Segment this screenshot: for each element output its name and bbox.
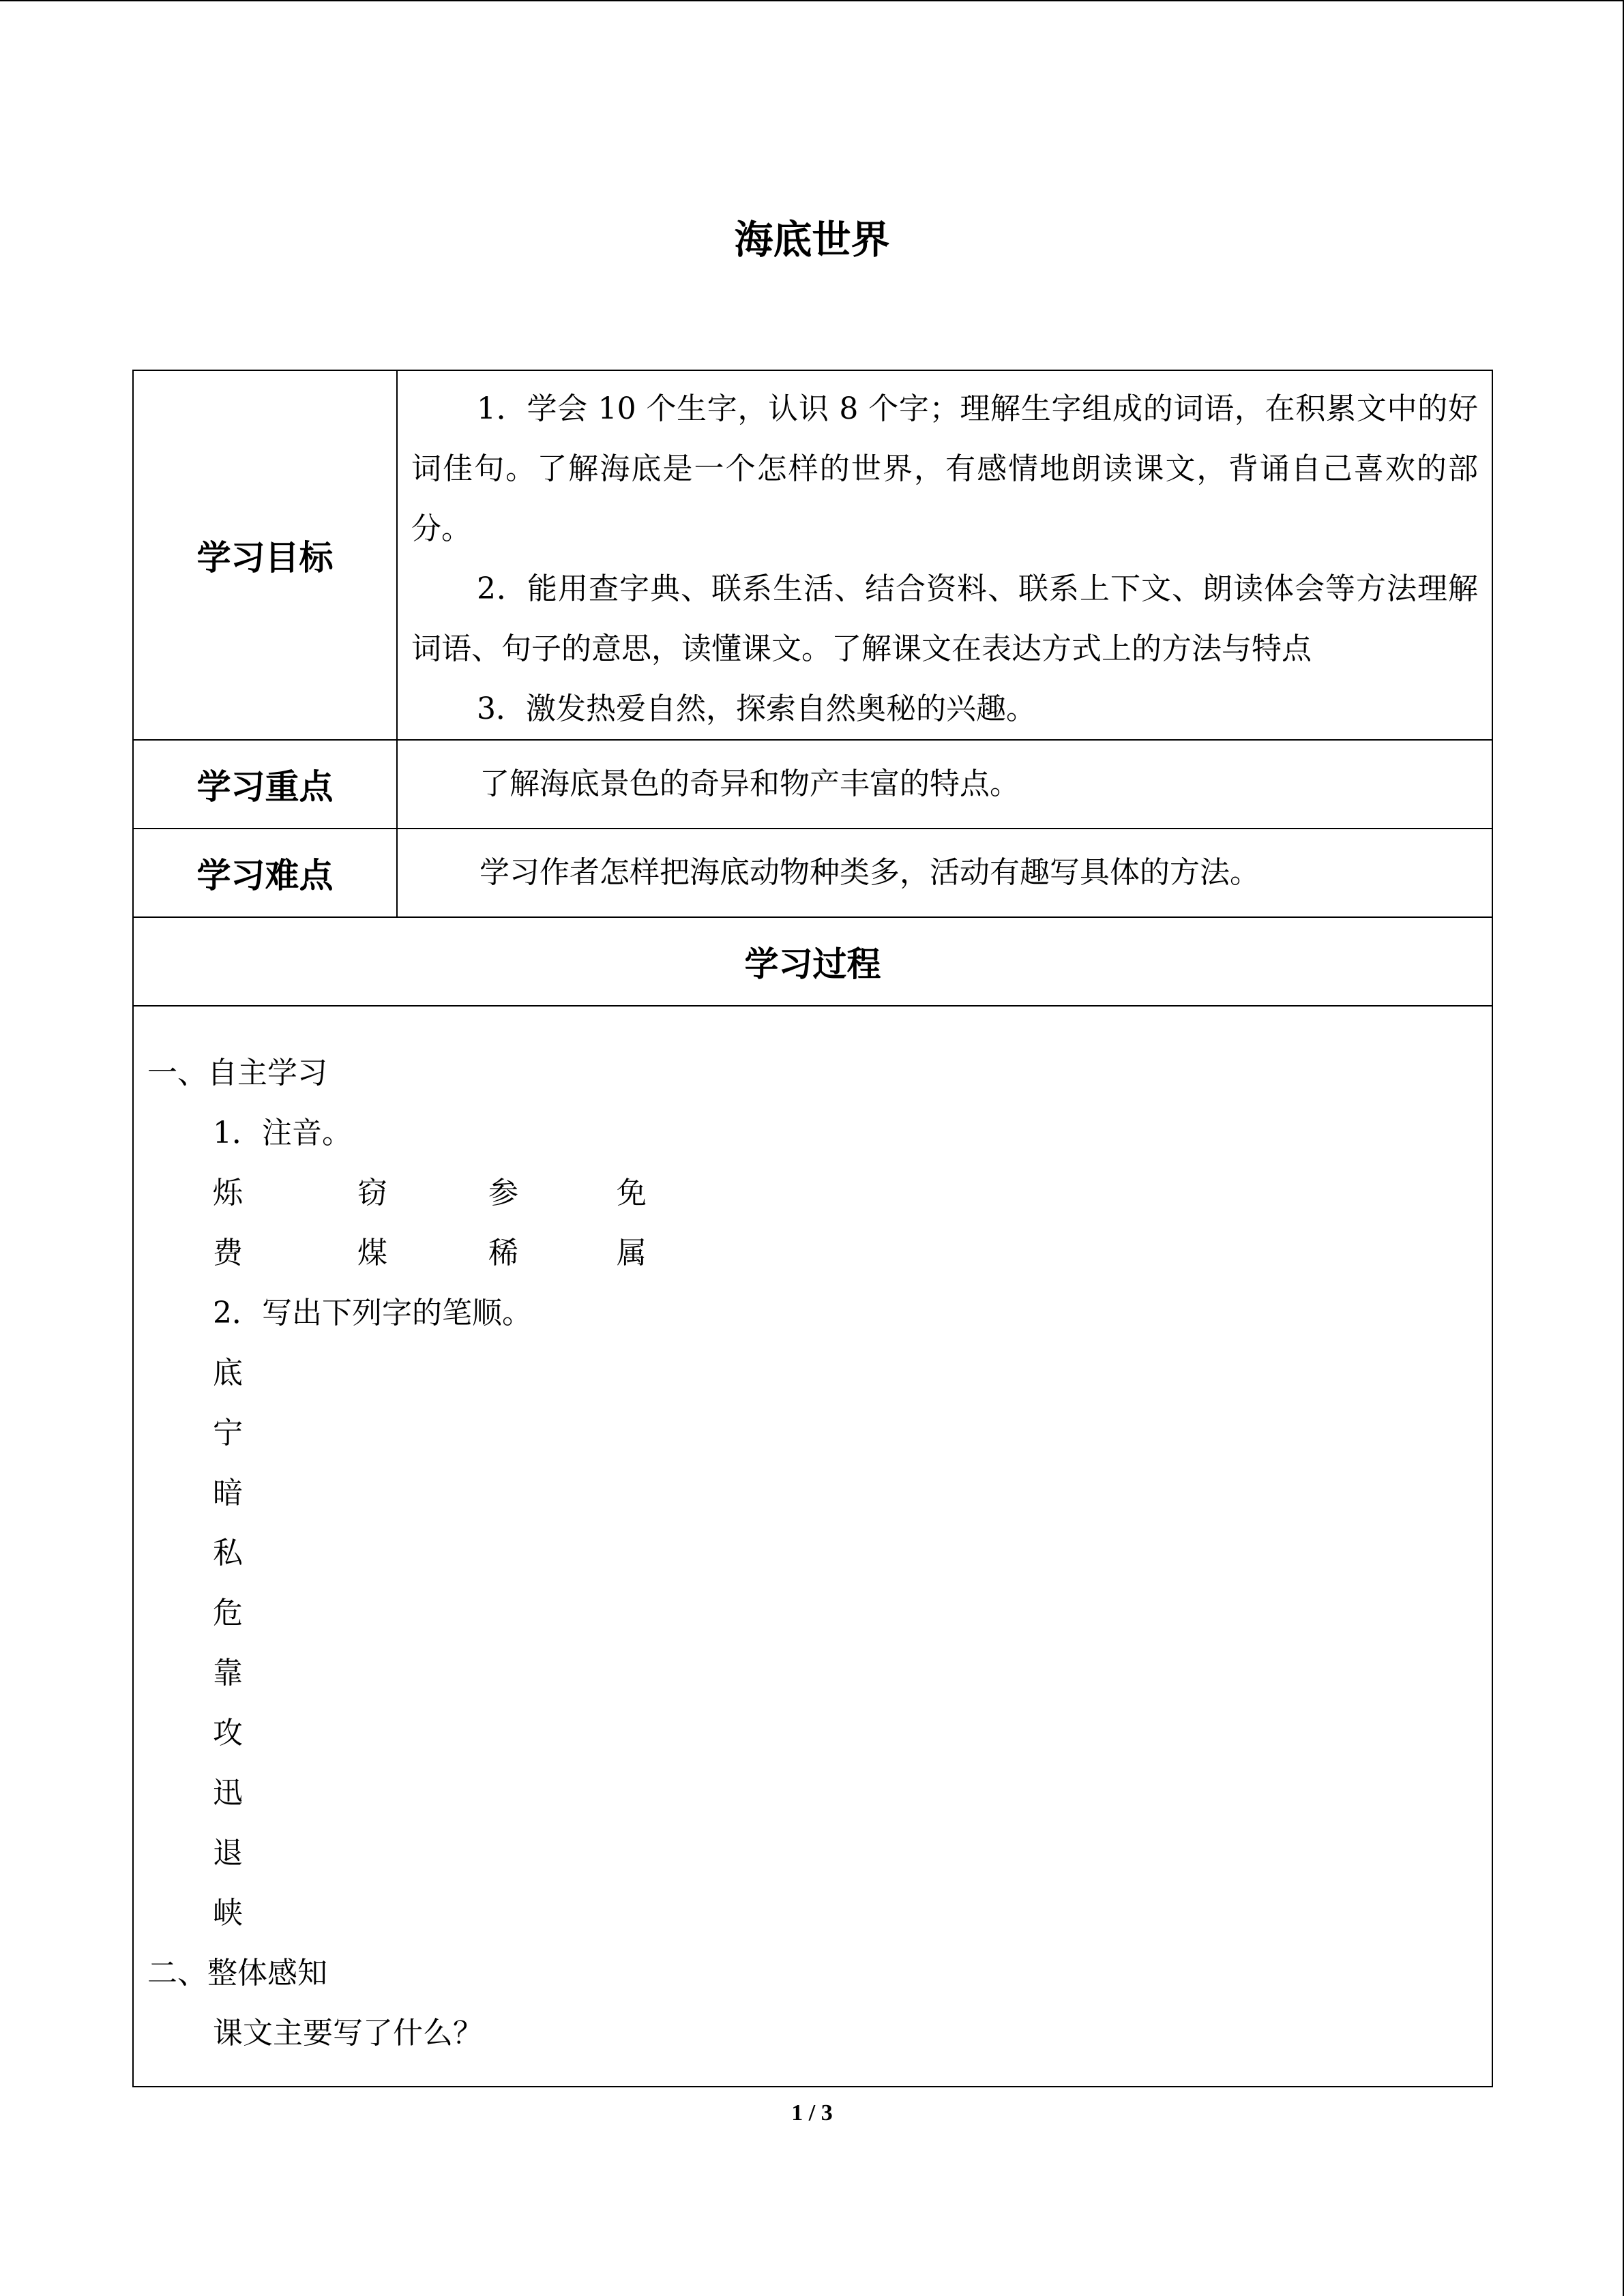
page-number: 1 / 3 — [791, 2100, 833, 2126]
pinyin-char: 窃 — [357, 1175, 387, 1210]
difficulty-label: 学习难点 — [133, 829, 397, 917]
pinyin-char: 烁 — [213, 1175, 243, 1210]
objective-item: 3．激发热爱自然，探索自然奥秘的兴趣。 — [477, 691, 1036, 726]
pinyin-row — [147, 1223, 1492, 1283]
difficulty-text: 学习作者怎样把海底动物种类多，活动有趣写具体的方法。 — [479, 855, 1260, 890]
stroke-char: 攻 — [213, 1715, 243, 1750]
stroke-char: 靠 — [213, 1655, 243, 1690]
process-header-row — [133, 917, 1492, 1006]
difficulty-row — [133, 829, 1492, 917]
key-point-text: 了解海底景色的奇异和物产丰富的特点。 — [479, 766, 1020, 801]
stroke-char: 底 — [213, 1355, 243, 1390]
key-point-label: 学习重点 — [133, 740, 397, 829]
pinyin-char: 属 — [617, 1235, 647, 1270]
process-body — [133, 1006, 1492, 2087]
pinyin-char: 参 — [488, 1175, 518, 1210]
question-1: 1．注音。 — [213, 1115, 352, 1150]
stroke-char: 迅 — [213, 1775, 243, 1810]
pinyin-row — [147, 1163, 1492, 1223]
stroke-char: 暗 — [213, 1475, 243, 1510]
stroke-char: 退 — [213, 1835, 243, 1870]
question-2: 2．写出下列字的笔顺。 — [213, 1295, 532, 1330]
process-body-row — [133, 1006, 1492, 2087]
pinyin-char: 煤 — [357, 1235, 387, 1270]
objectives-label: 学习目标 — [133, 370, 397, 740]
objective-item: 1．学会 10 个生字，认识 8 个字；理解生字组成的词语，在积累文中的好词佳句。了解海底是一个怎样的世界，有感情地朗读课文，背诵自己喜欢的部分。 — [411, 391, 1478, 546]
top-border-line — [0, 0, 1624, 1]
objectives-row — [133, 370, 1492, 740]
section2-heading: 二、整体感知 — [147, 1955, 327, 1991]
lesson-plan-table — [132, 370, 1493, 2087]
pinyin-char: 稀 — [488, 1235, 518, 1270]
pinyin-char: 费 — [213, 1235, 243, 1270]
section2-question: 课文主要写了什么？ — [213, 2015, 483, 2051]
stroke-char: 峡 — [213, 1895, 243, 1930]
section1-heading: 一、自主学习 — [147, 1055, 327, 1090]
stroke-char: 私 — [213, 1535, 243, 1570]
process-title: 学习过程 — [133, 917, 1492, 1006]
key-point-row — [133, 740, 1492, 829]
objectives-content — [397, 370, 1492, 740]
stroke-char: 危 — [213, 1595, 243, 1630]
page-title: 海底世界 — [734, 218, 890, 263]
stroke-char: 宁 — [213, 1415, 243, 1450]
objective-item: 2．能用查字典、联系生活、结合资料、联系上下文、朗读体会等方法理解词语、句子的意思，读懂课文。了解课文在表达方式上的方法与特点 — [411, 571, 1478, 666]
pinyin-char: 免 — [617, 1175, 647, 1210]
